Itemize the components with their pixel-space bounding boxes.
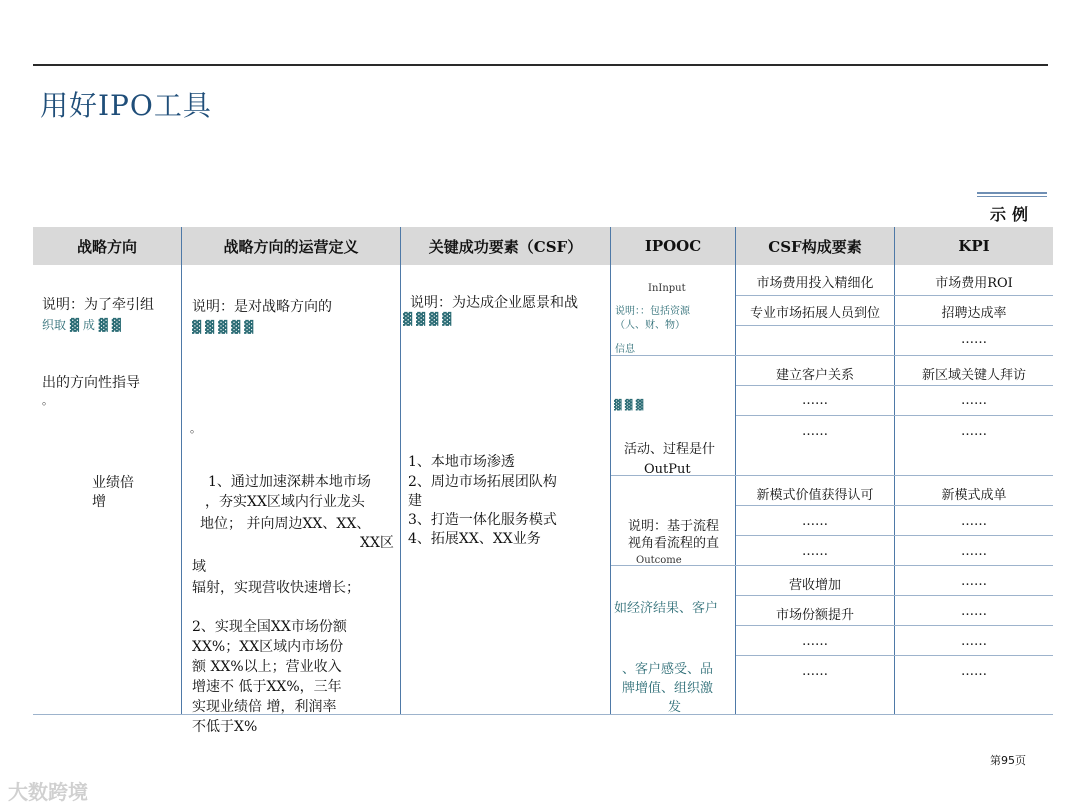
ipooc-outcome-desc2: 视角看流程的直 [628,536,720,551]
col2-item-11: 实现业绩倍 增，利润率 [192,699,337,715]
col2-item-12: 不低于X% [192,719,258,735]
col2-item-10: 增速不 低于XX%，三年 [192,679,342,695]
row-divider [736,655,1053,656]
csf-element-row-2: 专业市场拓展人员到位 [749,306,880,321]
kpi-row-6: …… [961,424,987,439]
csf-element-row-11: 市场份额提升 [775,608,854,623]
watermark: 大数跨境 [8,780,88,804]
col2-item-4: XX区 [360,535,394,551]
col1-description-end: 出的方向性指导 [42,375,140,391]
kpi-row-3: …… [961,332,987,347]
row-divider [736,295,1053,296]
ipooc-result-desc4: 发 [668,700,682,715]
row-divider [736,505,1053,506]
csf-element-row-9: …… [802,544,828,559]
ipooc-input-desc: 说明：：包括资源 [615,306,690,317]
table-bottom-line [33,714,1053,715]
kpi-row-9: …… [961,544,987,559]
col2-item-8: XX%；XX区域内市场份 [192,639,344,655]
col2-dot: 。 [190,422,201,435]
row-divider [736,595,1053,596]
row-divider [611,355,1053,356]
row-divider [736,385,1053,386]
ipooc-input-desc2: （人、财、物） [615,320,685,331]
col1-dot: 。 [42,394,53,407]
header-csf-elements: CSF构成要素 [736,227,894,265]
col2-item-1: 1、通过加速深耕本地市场 [208,474,371,490]
row-divider [736,415,1053,416]
csf-item-2: 2、周边市场拓展团队构 [408,474,557,490]
col2-item-2: ，夯实XX区域内行业龙头 [205,494,365,510]
header-kpi: KPI [895,227,1053,265]
page-number: 第95页 [990,754,1026,767]
row-divider [736,535,1053,536]
csf-element-row-10: 营收增加 [788,578,841,593]
col2-description: 说明：是对战略方向的 [192,299,332,315]
csf-element-row-6: …… [802,424,828,439]
csf-element-row-13: …… [802,664,828,679]
col2-item-3: 地位； 并向周边XX、XX、 [200,516,371,532]
ipooc-result-desc2: 、客户感受、品 [622,662,714,677]
example-bar [977,192,1047,194]
col2-item-7: 2、实现全国XX市场份额 [192,619,347,635]
ipooc-result-desc: 如经济结果、客户 [614,601,719,616]
col2-garbled-text: ▓ ▓ ▓ ▓ ▓ [192,320,254,334]
row-divider [736,625,1053,626]
header-csf: 关键成功要素（CSF） [401,227,610,265]
csf-element-row-8: …… [802,514,828,529]
kpi-row-8: …… [961,514,987,529]
col3-description: 说明：为达成企业愿景和战 [410,295,578,311]
example-label: 示例 [990,205,1035,224]
ipooc-input-desc3: 信息 [615,344,635,355]
kpi-row-2: 招聘达成率 [941,306,1007,321]
kpi-row-1: 市场费用ROI [935,276,1013,291]
csf-element-row-5: …… [802,393,828,408]
example-bar-thin [977,196,1047,197]
page-title: 用好IPO工具 [40,89,212,122]
header-strategy-direction: 战略方向 [33,227,181,265]
kpi-row-11: …… [961,604,987,619]
header-ipooc: IPOOC [611,227,735,265]
ipooc-process-garbled: ▓ ▓ ▓ [614,400,644,411]
ipooc-outcome-label: Outcome [636,555,682,566]
kpi-row-5: …… [961,393,987,408]
kpi-row-10: …… [961,574,987,589]
col1-description: 说明：为了牵引组 [42,297,154,313]
ipooc-output-label: OutPut [644,462,691,477]
column-divider [400,227,401,714]
ipooc-outcome-desc: 说明：基于流程 [628,519,720,534]
col2-item-5: 域 [192,559,206,575]
kpi-row-4: 新区域关键人拜访 [921,368,1026,383]
top-rule [33,64,1048,66]
csf-item-4: 3、打造一体化服务模式 [408,512,557,528]
csf-item-1: 1、本地市场渗透 [408,454,515,470]
kpi-row-7: 新模式成单 [941,488,1007,503]
strategy-direction-line1: 业绩倍 [92,475,134,491]
csf-item-3: 建 [408,493,422,509]
csf-element-row-1: 市场费用投入精细化 [756,276,874,291]
col2-item-6: 辐射，实现营收快速增长； [192,580,360,596]
ipooc-input-label: InInput [648,283,686,294]
column-divider [610,227,611,714]
csf-element-row-4: 建立客户关系 [775,368,854,383]
ipooc-process-desc: 活动、过程是什 [624,442,716,457]
col1-garbled-text: 织取 ▓ 成 ▓ ▓ [42,318,121,332]
kpi-row-13: …… [961,664,987,679]
header-operation-definition: 战略方向的运营定义 [182,227,400,265]
col2-item-9: 额 XX%以上；营业收入 [192,659,342,675]
col3-garbled-text: ▓ ▓ ▓ ▓ [403,312,452,326]
csf-item-5: 4、拓展XX、XX业务 [408,531,541,547]
csf-element-row-12: …… [802,634,828,649]
csf-element-row-7: 新模式价值获得认可 [756,488,874,503]
strategy-direction-line2: 增 [92,494,106,510]
ipooc-result-desc3: 牌增值、组织激 [622,681,714,696]
column-divider [181,227,182,714]
row-divider [736,325,1053,326]
kpi-row-12: …… [961,634,987,649]
